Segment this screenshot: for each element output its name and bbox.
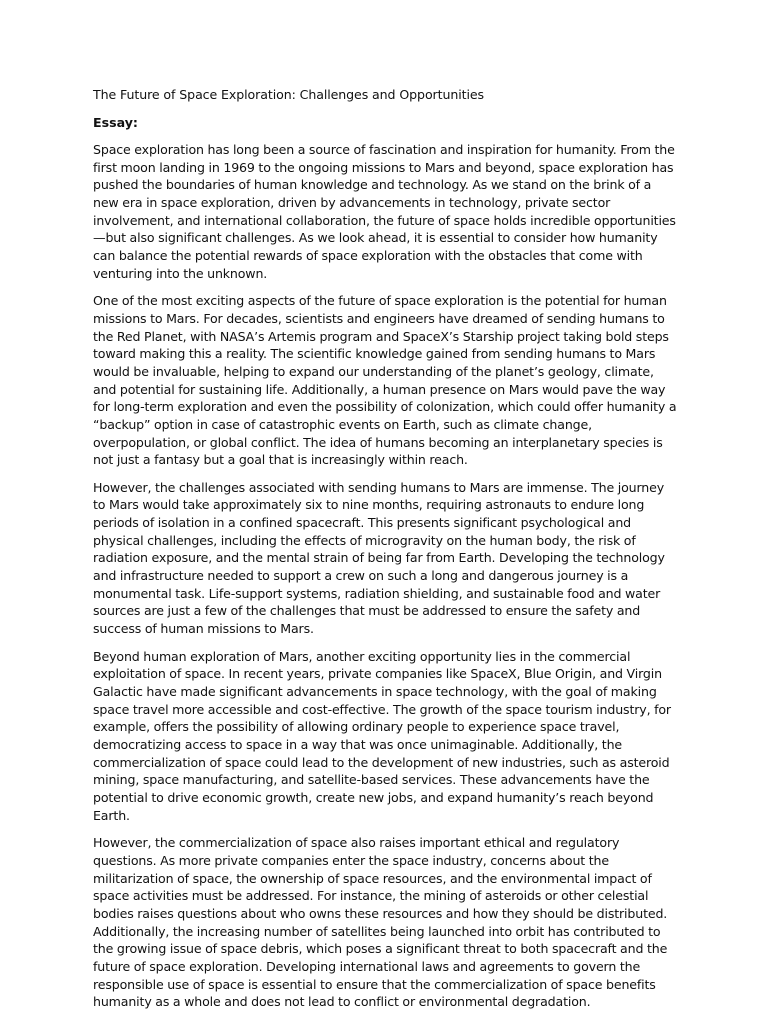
- paragraph-commercial-space: Beyond human exploration of Mars, another exciting opportunity lies in the commercial exploitation of space. In recent years, private companies like SpaceX, Blue Origin, and Virgin Galactic have made significant advancements in space technology, with the goal of making space travel more accessible and cost-effective. The growth of the space tourism industry, for example, offers the possibility of allowing ordinary people to experience space travel, democratizing access to space in a way that was once unimaginable. Additionally, the commercialization of space could lead to the development of new industries, such as asteroid mining, space manufacturing, and satellite-based services. These advancements have the potential to drive economic growth, create new jobs, and expand humanity’s reach beyond Earth.: [93, 648, 671, 823]
- paragraph-mars-missions: One of the most exciting aspects of the future of space exploration is the potential for human missions to Mars. For decades, scientists and engineers have dreamed of sending humans to the Red Planet, with NASA’s Artemis program and SpaceX’s Starship project taking bold steps toward making this a reality. The scientific knowledge gained from sending humans to Mars would be invaluable, helping to expand our understanding of the planet’s geology, climate, and potential for sustaining life. Additionally, a human presence on Mars would pave the way for long-term exploration and even the possibility of colonization, which could offer humanity a “backup” option in case of catastrophic events on Earth, such as climate change, overpopulation, or global conflict. The idea of humans becoming an interplanetary species is not just a fantasy but a goal that is increasingly within reach.: [93, 293, 677, 468]
- paragraph-intro: Space exploration has long been a source of fascination and inspiration for humanity. From the first moon landing in 1969 to the ongoing missions to Mars and beyond, space exploration has pushed the boundaries of human knowledge and technology. As we stand on the brink of a new era in space exploration, driven by advancements in technology, private sector involvement, and international collaboration, the future of space holds incredible opportunities—but also significant challenges. As we look ahead, it is essential to consider how humanity can balance the potential rewards of space exploration with the obstacles that come with venturing into the unknown.: [93, 142, 676, 281]
- essay-label: Essay:: [93, 115, 138, 130]
- document-body: [93, 86, 677, 1021]
- paragraph-ethics-regulation: However, the commercialization of space also raises important ethical and regulatory questions. As more private companies enter the space industry, concerns about the militarization of space, the ownership of space resources, and the environmental impact of space activities must be addressed. For instance, the mining of asteroids or other celestial bodies raises questions about who owns these resources and how they should be distributed. Additionally, the increasing number of satellites being launched into orbit has contributed to the growing issue of space debris, which poses a significant threat to both spacecraft and the future of space exploration. Developing international laws and agreements to govern the responsible use of space is essential to ensure that the commercialization of space benefits humanity as a whole and does not lead to conflict or environmental degradation.: [93, 835, 668, 1010]
- document-title: The Future of Space Exploration: Challenges and Opportunities: [93, 87, 484, 102]
- paragraph-mars-challenges: However, the challenges associated with sending humans to Mars are immense. The journey to Mars would take approximately six to nine months, requiring astronauts to endure long periods of isolation in a confined spacecraft. This presents significant psychological and physical challenges, including the effects of microgravity on the human body, the risk of radiation exposure, and the mental strain of being far from Earth. Developing the technology and infrastructure needed to support a crew on such a long and dangerous journey is a monumental task. Life-support systems, radiation shielding, and sustainable food and water sources are just a few of the challenges that must be addressed to ensure the safety and success of human missions to Mars.: [93, 479, 665, 637]
